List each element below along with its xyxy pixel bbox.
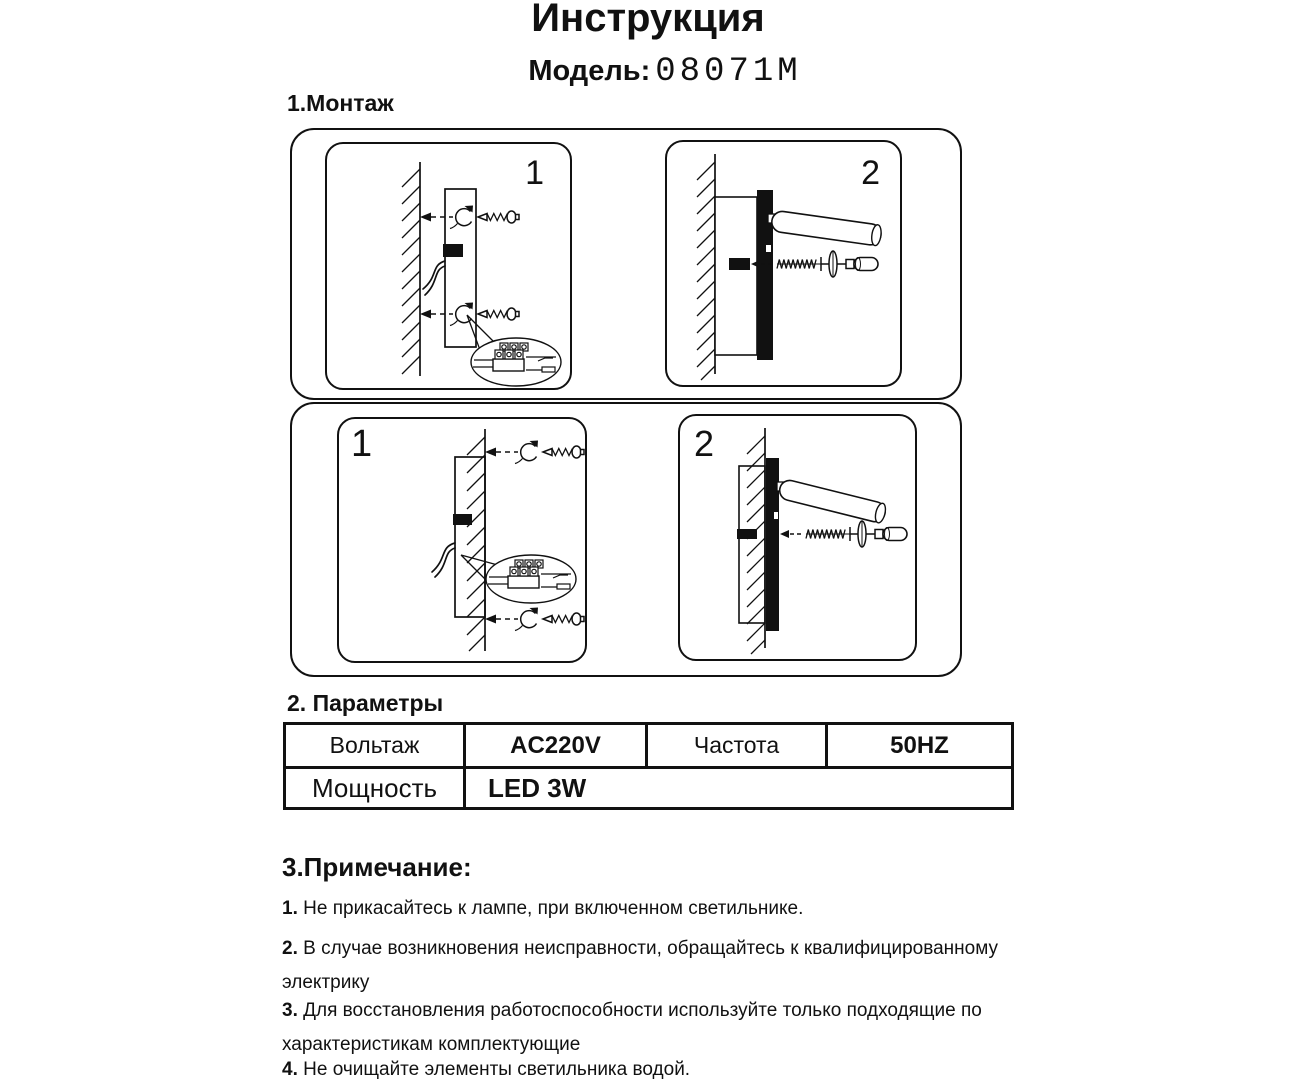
lamp-cylinder — [770, 210, 882, 246]
wall-hatch — [402, 169, 420, 374]
param-frequency-value: 50HZ — [827, 724, 1013, 768]
mounting-step-1-panel-front-view — [325, 142, 572, 390]
mounting-diagram-plate-front-recessed — [339, 419, 585, 661]
lamp-cylinder — [778, 478, 888, 524]
document-title: Инструкция — [531, 0, 765, 40]
note-item — [282, 932, 1030, 1000]
junction-tab — [729, 258, 750, 270]
parameters-section-heading: 2. Параметры — [287, 690, 444, 716]
parameters-table — [283, 722, 1014, 810]
note-number: 2. — [282, 938, 298, 959]
model-label: Модель: — [528, 55, 651, 87]
mounting-step-2-panel-side-view-recessed — [678, 414, 917, 661]
wall-hatch — [697, 162, 715, 380]
step-number: 1 — [525, 154, 544, 192]
terminal-block-callout — [486, 555, 576, 603]
step-number: 2 — [861, 154, 880, 192]
terminal-block-callout — [471, 338, 561, 386]
note-number: 1. — [282, 898, 298, 919]
param-frequency-label: Частота — [647, 724, 827, 768]
note-item — [282, 994, 1030, 1062]
note-text: В случае возникновения неисправности, обращайтесь к квалифицированному электрику — [282, 938, 998, 993]
model-number: 08071M — [655, 53, 802, 91]
param-power-label: Мощность — [285, 768, 465, 809]
wall-hatch — [747, 436, 765, 654]
model-line — [0, 50, 1296, 97]
note-number: 3. — [282, 1000, 298, 1021]
step-number: 2 — [694, 423, 715, 464]
mounting-figure-bottom — [290, 402, 962, 677]
bar-notch — [766, 245, 771, 252]
screw-icon — [485, 441, 584, 464]
mounting-section-heading: 1.Монтаж — [287, 90, 394, 116]
mounting-plate-side — [715, 197, 757, 355]
connector-block — [453, 514, 472, 525]
wire — [432, 543, 455, 577]
param-voltage-label: Вольтаж — [285, 724, 465, 768]
step-number: 1 — [351, 423, 373, 465]
wall-hatch — [467, 437, 485, 651]
note-text: Не прикасайтесь к лампе, при включенном светильнике. — [303, 898, 804, 919]
junction-tab — [737, 529, 757, 539]
note-text: Для восстановления работоспособности используйте только подходящие по характеристикам комплектующие — [282, 1000, 982, 1055]
mounting-plate — [445, 189, 476, 347]
param-power-value: LED 3W — [465, 768, 1013, 809]
wire — [423, 261, 445, 295]
mounting-plate-side — [739, 466, 765, 623]
bar-notch — [774, 512, 778, 519]
note-item — [282, 1053, 1030, 1080]
param-voltage-value: AC220V — [465, 724, 647, 768]
wall-anchor-screw-icon — [780, 521, 907, 547]
mounting-plate — [455, 457, 485, 617]
table-row — [285, 768, 1013, 809]
connector-block — [443, 244, 463, 257]
note-text: Не очищайте элементы светильника водой. — [303, 1059, 691, 1080]
note-number: 4. — [282, 1059, 298, 1080]
note-item — [282, 892, 1030, 926]
screw-icon — [485, 608, 584, 631]
mounting-diagram-lamp-side-recessed — [680, 416, 915, 659]
table-row — [285, 724, 1013, 768]
mounting-step-1-panel-front-view-recessed — [337, 417, 587, 663]
mounting-step-2-panel-side-view — [665, 140, 902, 387]
mounting-figure-top — [290, 128, 962, 400]
notes-section-heading: 3.Примечание: — [282, 852, 472, 882]
